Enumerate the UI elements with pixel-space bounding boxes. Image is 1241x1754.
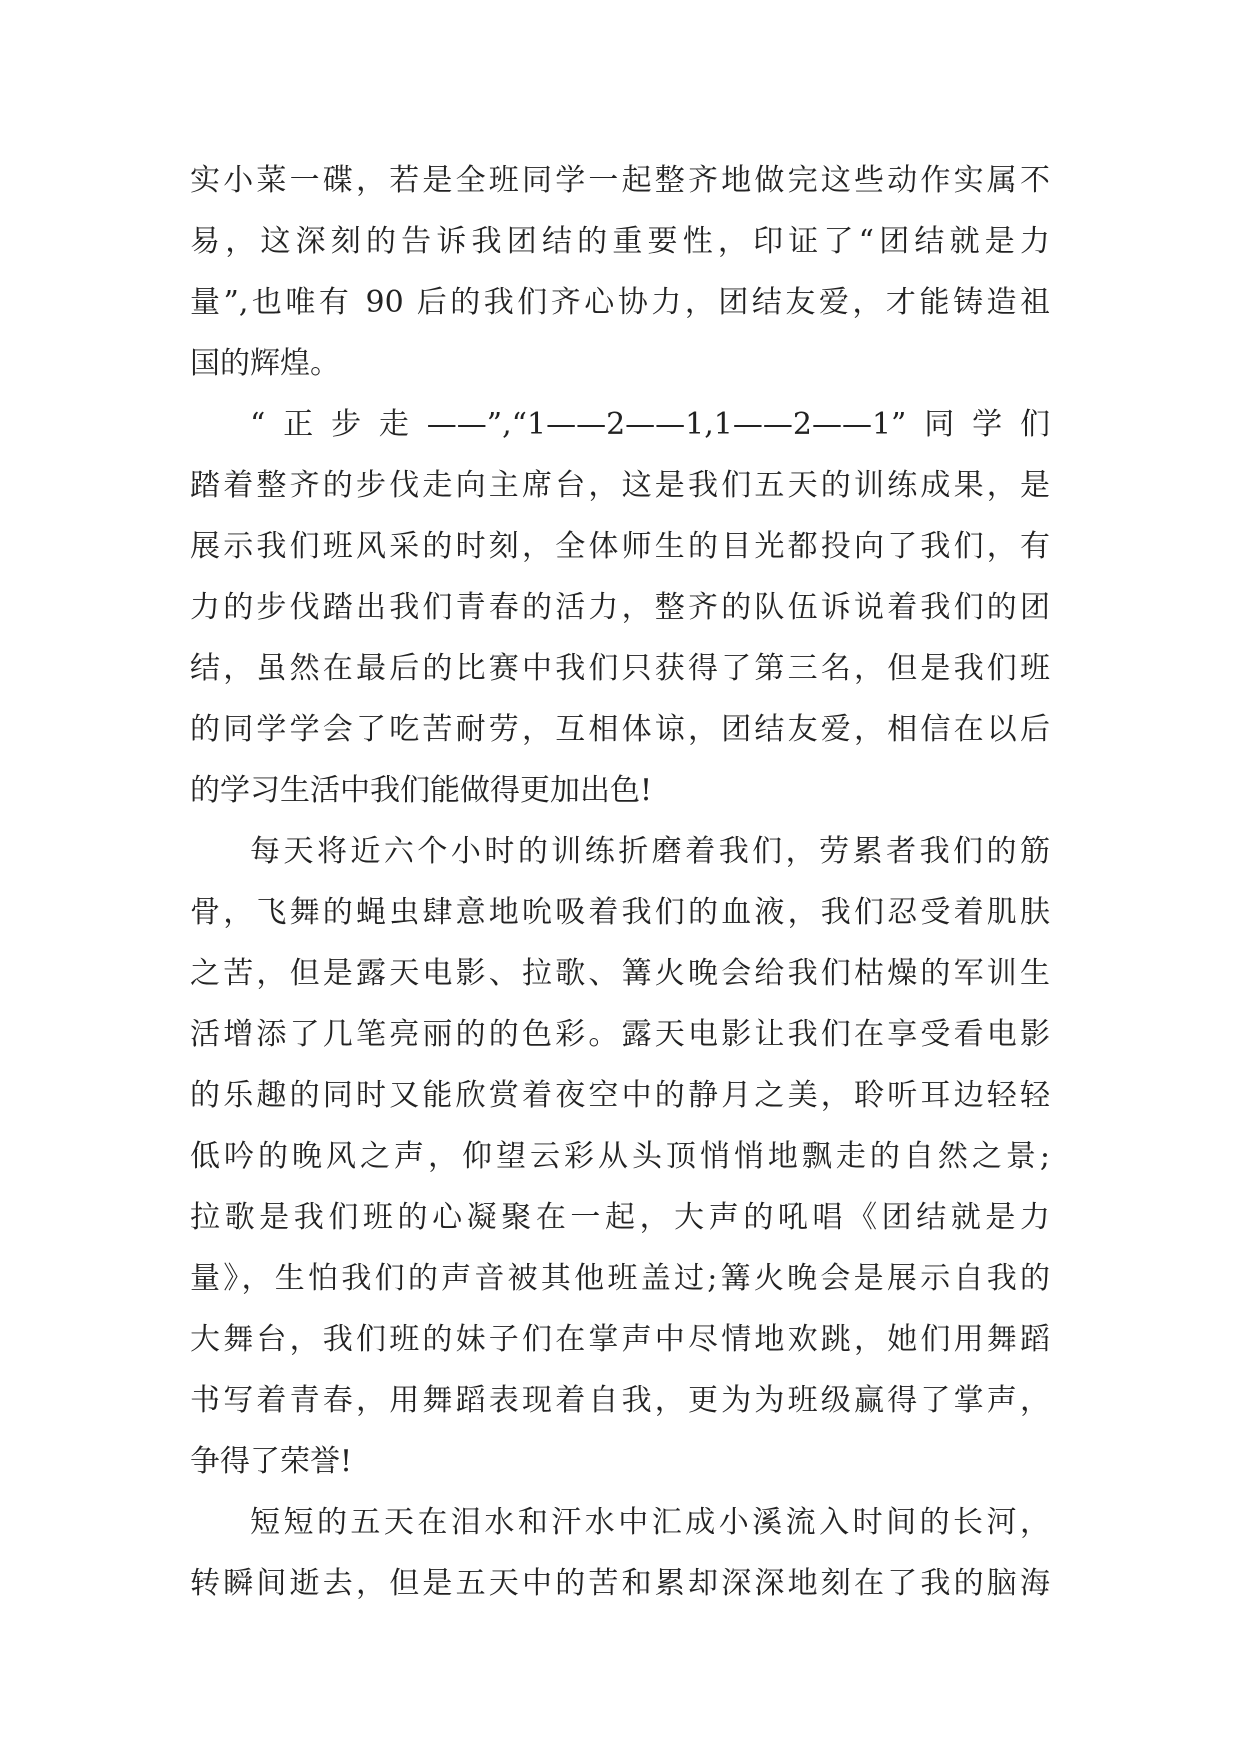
text-line: 之苦，但是露天电影、拉歌、篝火晚会给我们枯燥的军训生: [190, 956, 1050, 991]
text-line: 国的辉煌。: [190, 346, 340, 381]
text-line: 量”,也唯有 90 后的我们齐心协力，团结友爱，才能铸造祖: [190, 285, 1050, 320]
text-line: 展示我们班风采的时刻，全体师生的目光都投向了我们，有: [190, 529, 1050, 564]
text-line: 转瞬间逝去，但是五天中的苦和累却深深地刻在了我的脑海: [190, 1566, 1050, 1601]
text-line: 踏着整齐的步伐走向主席台，这是我们五天的训练成果，是: [190, 468, 1050, 503]
text-line: 的学习生活中我们能做得更加出色!: [190, 773, 653, 808]
paragraph-3: [190, 821, 1050, 1492]
text-line: 结，虽然在最后的比赛中我们只获得了第三名，但是我们班: [190, 651, 1050, 686]
text-line: 争得了荣誉!: [190, 1444, 353, 1479]
text-line: 骨，飞舞的蝇虫肆意地吮吸着我们的血液，我们忍受着肌肤: [190, 895, 1050, 930]
text-line: 书写着青春，用舞蹈表现着自我，更为为班级赢得了掌声，: [190, 1383, 1050, 1418]
text-line: 力的步伐踏出我们青春的活力，整齐的队伍诉说着我们的团: [190, 590, 1050, 625]
document-body: [190, 150, 1050, 1614]
paragraph-1: [190, 150, 1050, 394]
text-line: “正步走——”,“1——2——1,1——2——1”同学们: [250, 407, 1050, 442]
text-line: 大舞台，我们班的妹子们在掌声中尽情地欢跳，她们用舞蹈: [190, 1322, 1050, 1357]
text-line: 量》，生怕我们的声音被其他班盖过;篝火晚会是展示自我的: [190, 1261, 1050, 1296]
text-line: 的同学学会了吃苦耐劳，互相体谅，团结友爱，相信在以后: [190, 712, 1050, 747]
text-line: 短短的五天在泪水和汗水中汇成小溪流入时间的长河，: [250, 1505, 1050, 1540]
text-line: 每天将近六个小时的训练折磨着我们，劳累者我们的筋: [250, 834, 1050, 869]
text-line: 活增添了几笔亮丽的的色彩。露天电影让我们在享受看电影: [190, 1017, 1050, 1052]
paragraph-4: [190, 1492, 1050, 1614]
text-line: 易，这深刻的告诉我团结的重要性，印证了“团结就是力: [190, 224, 1050, 259]
text-line: 实小菜一碟，若是全班同学一起整齐地做完这些动作实属不: [190, 163, 1050, 198]
text-line: 的乐趣的同时又能欣赏着夜空中的静月之美，聆听耳边轻轻: [190, 1078, 1050, 1113]
paragraph-2: [190, 394, 1050, 821]
text-line: 低吟的晚风之声，仰望云彩从头顶悄悄地飘走的自然之景;: [190, 1139, 1050, 1174]
text-line: 拉歌是我们班的心凝聚在一起，大声的吼唱《团结就是力: [190, 1200, 1050, 1235]
